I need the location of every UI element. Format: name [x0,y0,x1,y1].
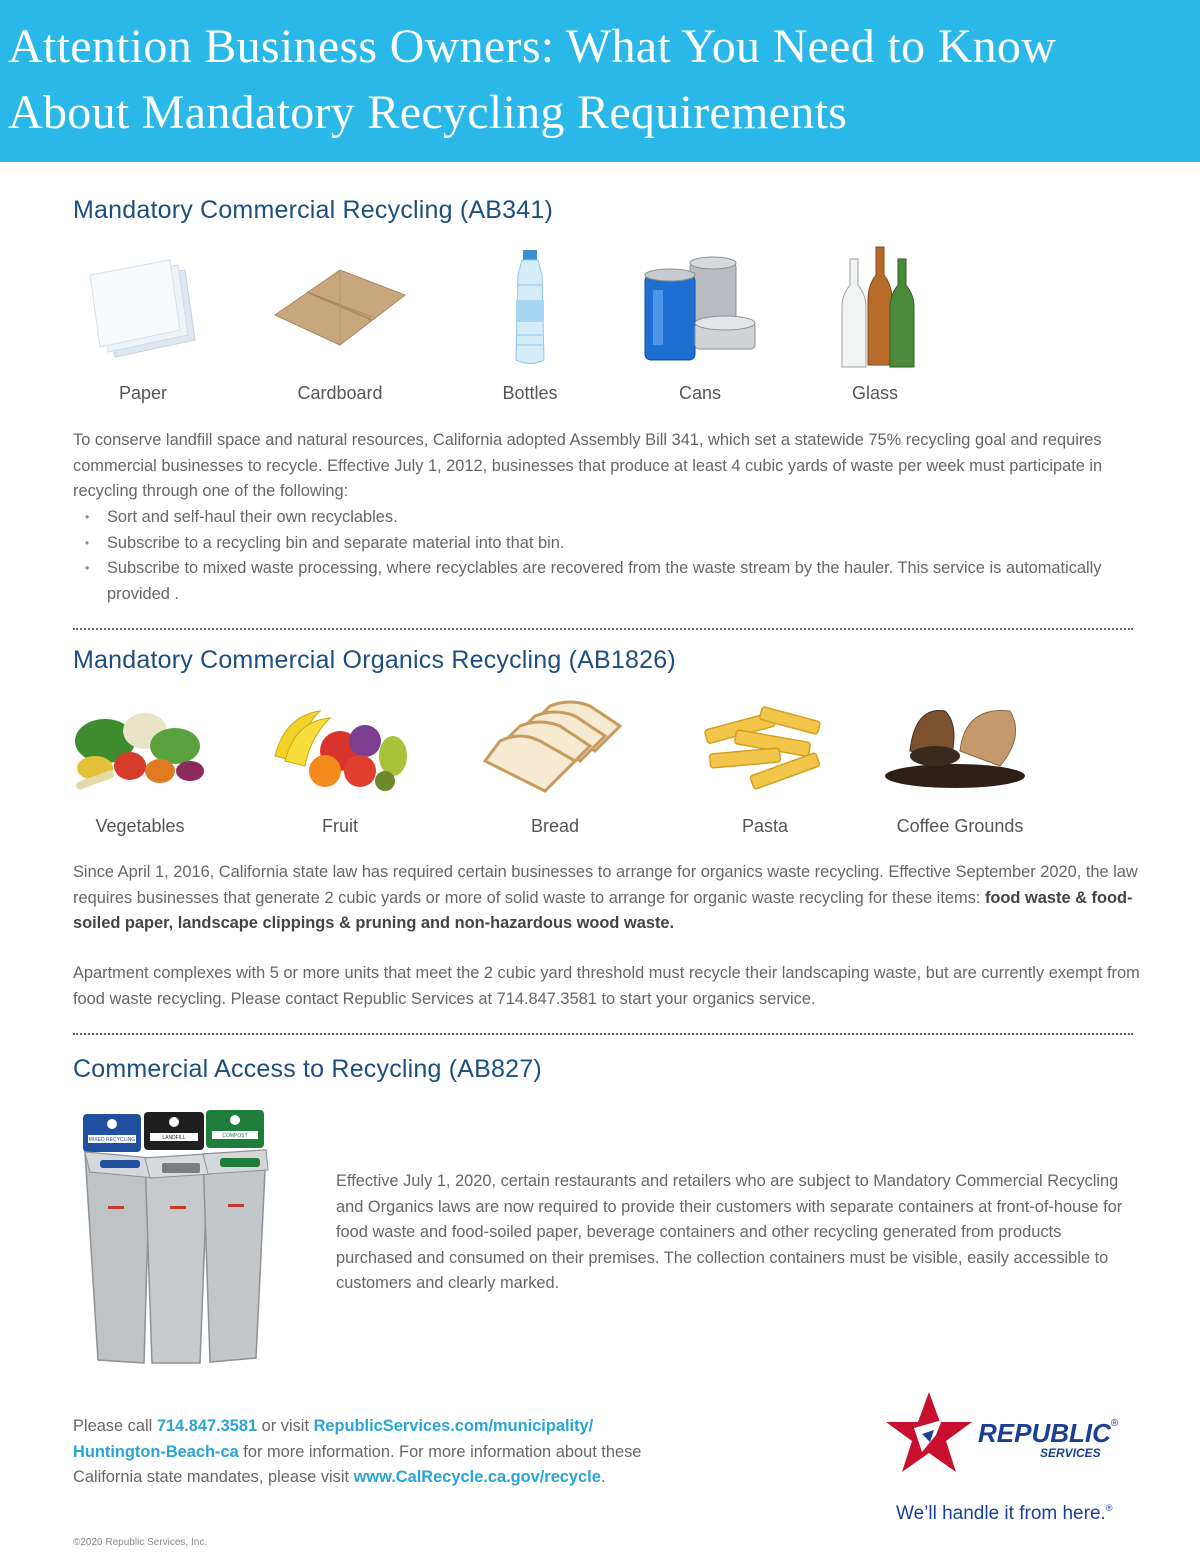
section-divider [73,1033,1133,1035]
tagline [896,1503,1112,1525]
republic-services-wordmark [978,1418,1118,1449]
item-label: Bread [530,816,580,836]
item-label: Fruit [322,816,358,836]
list-item: • Subscribe to a recycling bin and separate material into that bin. [85,531,1135,557]
logo-name: REPUBLIC [978,1418,1111,1448]
item-label: Bottles [502,383,558,403]
item-label: Paper [118,383,168,403]
bin-label-compost: COMPOST [222,1133,248,1139]
ab1826-paragraph-text: Since April 1, 2016, California state law has required certain businesses to arrange for organics waste recycling. Effective September 2020, the law requires businesses that generate 2 cubic yards or more of solid waste to arrange for organic waste recycling for these items: [73,863,1138,907]
cardboard-icon [270,245,410,365]
section-heading-ab827: Commercial Access to Recycling (AB827) [73,1055,542,1083]
footer-text: Please call [73,1417,157,1435]
organic-item-vegetables [65,696,215,846]
recyclable-item-cardboard [270,245,410,415]
ab341-options-list [85,505,1135,607]
item-label: Cans [678,383,722,403]
header-banner [0,0,1200,162]
tagline-mark: ® [1105,1503,1113,1513]
vegetables-icon [65,696,215,796]
item-label: Coffee Grounds [896,816,1024,836]
logo-subtitle: SERVICES [1040,1446,1101,1460]
section-divider [73,628,1133,630]
item-label: Vegetables [95,816,185,836]
bread-icon [480,696,630,796]
republic-star-logo-icon [884,1390,974,1475]
pasta-icon [690,696,840,796]
recyclables-row [60,245,1160,415]
footer-text: California state mandates, please visit [73,1468,354,1486]
bin-label-mixed-recycling: MIXED RECYCLING [88,1137,136,1143]
footer-text: . [600,1468,606,1486]
ab341-paragraph: To conserve landfill space and natural resources, California adopted Assembly Bill 341, which set a statewide 75% recycling goal and requires commercial businesses to recycle. Effective July 1, 2012, businesses that produce at least 4 cubic yards of waste per week must participate in recycling through one of the following: [73,431,1103,500]
bottle-icon [480,245,580,367]
link-text: Huntington-Beach-ca [73,1442,239,1461]
paper-icon [80,245,206,365]
cans-icon [635,245,765,367]
section-heading-ab1826: Mandatory Commercial Organics Recycling (AB1826) [73,646,676,674]
ab1826-paragraph-1 [73,860,1153,937]
item-label: Pasta [741,816,789,836]
tagline-text: We’ll handle it from here. [896,1503,1106,1524]
list-item: • Subscribe to mixed waste processing, where recyclables are recovered from the waste stream by the hauler. This service is automatically provided . [85,556,1135,607]
footer-text: for more information. For more information about these [238,1442,642,1461]
page-title-line-2: About Mandatory Recycling Requirements [8,86,848,139]
coffee-grounds-icon [880,696,1040,796]
fruit-icon [265,696,415,796]
page-title-line-1: Attention Business Owners: What You Need to Know [8,20,1057,73]
organic-item-coffee-grounds [880,696,1040,846]
bin-label-landfill: LANDFILL [162,1135,186,1141]
recyclable-item-cans [635,245,765,415]
item-label: Glass [851,383,898,403]
footer-contact-text [73,1414,793,1491]
item-label: Cardboard [297,383,383,403]
copyright: ©2020 Republic Services, Inc. [73,1537,208,1548]
organic-item-bread [480,696,630,846]
calrecycle-link[interactable]: www.CalRecycle.ca.gov/recycle [353,1468,601,1486]
glass-bottles-icon [820,245,930,370]
three-stream-bins-image [80,1108,270,1368]
organics-row [60,696,1160,866]
footer-text: or visit [257,1417,314,1435]
link-text: RepublicServices.com/municipality/ [313,1417,594,1435]
section-heading-ab341: Mandatory Commercial Recycling (AB341) [73,196,553,224]
list-item: • Sort and self-haul their own recyclables. [85,505,1135,531]
recyclable-item-bottles [480,245,580,415]
phone-link[interactable]: 714.847.3581 [156,1417,258,1435]
organic-item-pasta [690,696,840,846]
ab1826-paragraph-2: Apartment complexes with 5 or more units that meet the 2 cubic yard threshold must recycle their landscaping waste, but are currently exempt from food waste recycling. Please contact Republic Services at 714.847.3581 to start your organics service. [73,964,1140,1008]
ab827-paragraph: Effective July 1, 2020, certain restaurants and retailers who are subject to Mandatory Commercial Recycling and Organics laws are now required to provide their customers with separate containers at front-of-house for food waste and food-soiled paper, beverage containers and other recycling generated from products purchased and consumed on their premises. The collection containers must be visible, easily accessible to customers and clearly marked. [336,1172,1123,1292]
logo-registered-mark: ® [1110,1418,1119,1429]
recyclable-item-glass [820,245,930,415]
ab1826-organics-items: food waste & food-soiled paper, landscape clippings & pruning and non-hazardous wood waste. [73,888,1133,932]
organic-item-fruit [265,696,415,846]
recyclable-item-paper [80,245,206,415]
